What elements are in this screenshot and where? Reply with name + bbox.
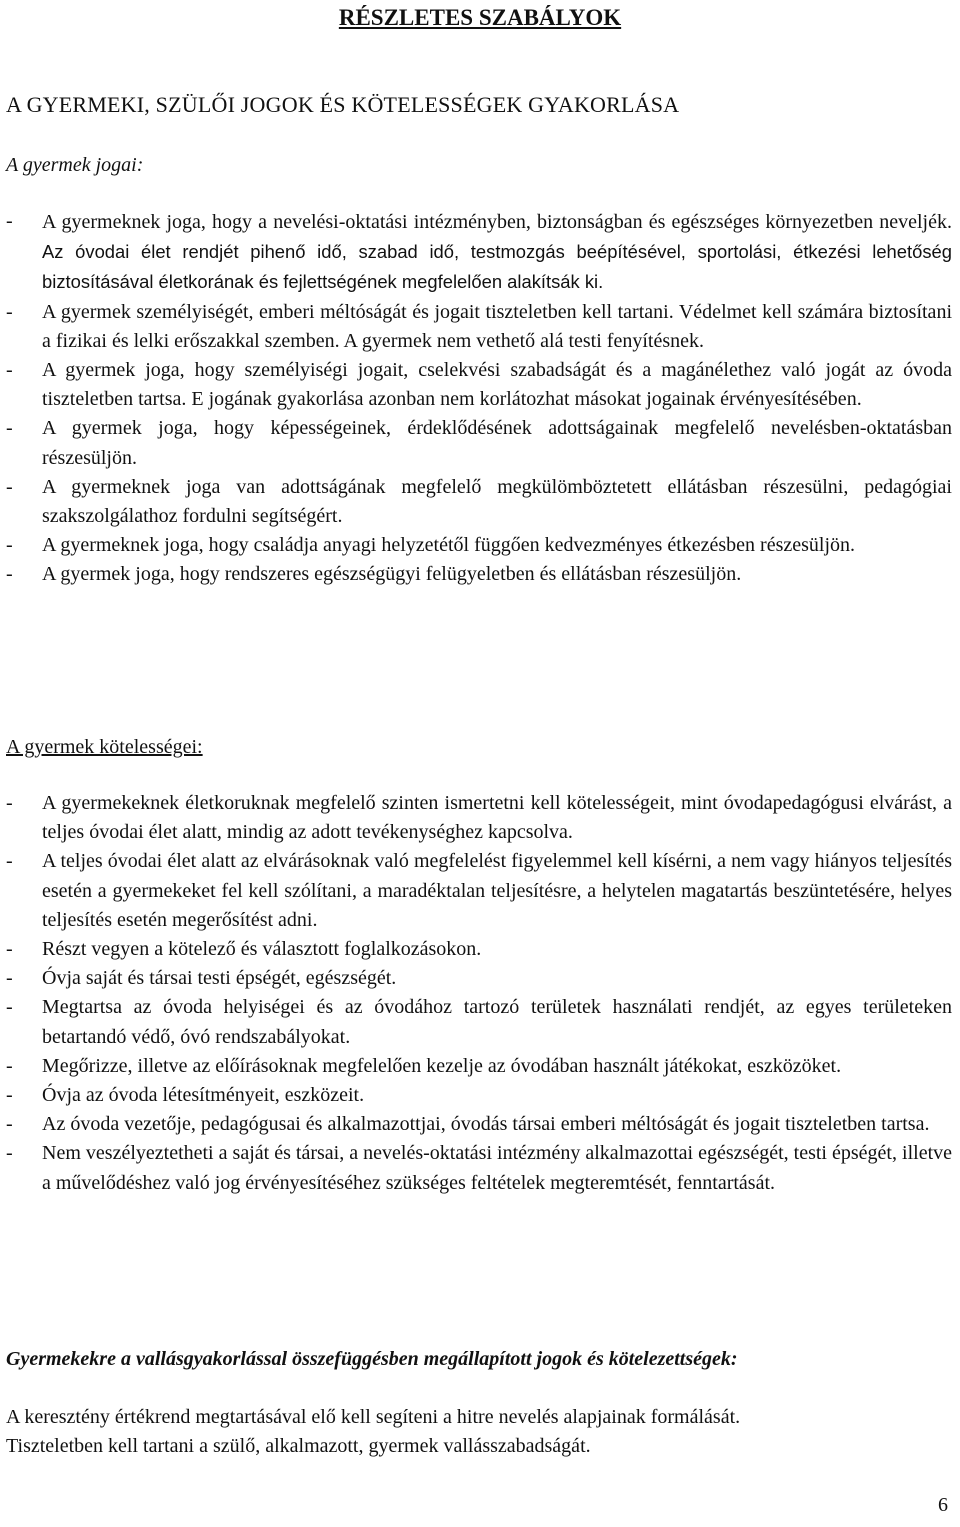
- bullet-dash: -: [6, 1054, 13, 1077]
- list-item: [6, 1110, 952, 1139]
- list-item-text: A gyermek joga, hogy képességeinek, érdeklődésének adottságainak megfelelő nevelésben-oktatásban részesüljön.: [42, 417, 952, 469]
- list-item: [6, 414, 952, 472]
- bullet-dash: -: [6, 210, 13, 232]
- rights-list: [6, 207, 952, 590]
- list-item-text: A gyermek joga, hogy rendszeres egészségügyi felügyeletben és ellátásban részesüljön.: [42, 563, 742, 586]
- bullet-dash: -: [6, 417, 13, 440]
- bullet-dash: -: [6, 359, 13, 382]
- bullet-dash: -: [6, 1113, 13, 1136]
- religion-paragraph: [6, 1403, 952, 1461]
- list-item-text: A gyermeknek joga, hogy családja anyagi helyzetétől függően kedvezményes étkezésben részesüljön.: [42, 534, 856, 557]
- page-title: RÉSZLETES SZABÁLYOK: [338, 5, 622, 30]
- list-item: [6, 964, 952, 993]
- list-item-text: A gyermek személyiségét, emberi méltóságát és jogait tiszteletben kell tartani. Védelmet kell számára biztosítani a fizikai és lelki erőszakkal szemben. A gyermek nem vethető alá testi fenyítésnek.: [42, 300, 952, 352]
- list-item-text: Az óvoda vezetője, pedagógusai és alkalmazottjai, óvodás társai emberi méltóságát és jogait tiszteletben tartsa.: [42, 1113, 930, 1136]
- list-item: [6, 531, 952, 560]
- section-heading: A GYERMEKI, SZÜLŐI JOGOK ÉS KÖTELESSÉGEK GYAKORLÁSA: [6, 92, 680, 117]
- list-item-text: A gyermeknek joga van adottságának megfelelő megkülömböztetett ellátásban részesülni, pedagógiai szakszolgálathoz fordulni segítségért.: [42, 475, 952, 528]
- bullet-dash: -: [6, 563, 13, 586]
- religion-line: A keresztény értékrend megtartásával elő kell segíteni a hitre nevelés alapjainak formálását.: [6, 1406, 741, 1428]
- list-item: [6, 847, 952, 935]
- list-item: [6, 1052, 952, 1081]
- page-number: 6: [938, 1494, 948, 1516]
- bullet-dash: -: [6, 850, 13, 873]
- bullet-dash: -: [6, 1084, 13, 1107]
- duties-list: [6, 789, 952, 1198]
- list-item-text: A gyermek joga, hogy személyiségi jogait, cselekvési szabadságát és a magánélethez való jogát az óvoda tiszteletben tartsa. E jogának gyakorlása azonban nem korlátozhat másokat jogainak érvényesítésében.: [42, 359, 952, 411]
- duties-heading: A gyermek kötelességei:: [6, 736, 203, 758]
- bullet-dash: -: [6, 1142, 13, 1165]
- list-item-text: Részt vegyen a kötelező és választott foglalkozásokon.: [42, 938, 482, 961]
- list-item-text: Óvja az óvoda létesítményeit, eszközeit.: [42, 1084, 365, 1107]
- list-item: [6, 207, 952, 298]
- list-item-text: A gyermeknek joga, hogy a nevelési-oktatási intézményben, biztonságban és egészséges környezetben neveljék.: [42, 211, 952, 233]
- list-item: [6, 789, 952, 847]
- list-item: [6, 935, 952, 964]
- list-item-text: Nem veszélyeztetheti a saját és társai, a nevelés-oktatási intézmény alkalmazottai egészségét, testi épségét, illetve a művelődéshez való jog érvényesítéséhez szükséges feltételek megteremtését, fenntartását.: [42, 1142, 952, 1194]
- list-item-text: Megőrizze, illetve az előírásoknak megfelelően kezelje az óvodában használt játékokat, eszközöket.: [42, 1054, 842, 1077]
- list-item: [6, 993, 952, 1051]
- list-item: [6, 298, 952, 356]
- list-item: [6, 473, 952, 531]
- list-item-text: A gyermekeknek életkoruknak megfelelő szinten ismertetni kell kötelességeit, mint óvodapedagógusi elvárást, a teljes óvodai élet alatt, mindig az adott tevékenységhez kapcsolva.: [42, 792, 952, 844]
- list-item: [6, 1139, 952, 1197]
- list-item-text: Óvja saját és társai testi épségét, egészségét.: [42, 967, 397, 990]
- bullet-dash: -: [6, 792, 13, 814]
- bullet-dash: -: [6, 996, 13, 1019]
- list-item: [6, 560, 952, 589]
- bullet-dash: -: [6, 967, 13, 990]
- bullet-dash: -: [6, 475, 13, 498]
- religion-heading: Gyermekekre a vallásgyakorlással összefüggésben megállapított jogok és kötelezettségek:: [6, 1348, 738, 1370]
- list-item: [6, 356, 952, 414]
- list-item-text: Megtartsa az óvoda helyiségei és az óvodához tartozó területek használati rendjét, az egyes területeken betartandó védő, óvó rendszabályokat.: [42, 996, 952, 1048]
- bullet-dash: -: [6, 938, 13, 961]
- list-item-text: A teljes óvodai élet alatt az elvárásoknak való megfelelést figyelemmel kell kísérni, a nem vagy hiányos teljesítés esetén a gyermekeket fel kell szólítani, a maradéktalan teljesítésre, a helytelen magatartás beszüntetésére, helyes teljesítés esetén megerősítést adni.: [42, 850, 952, 931]
- religion-line: Tiszteletben kell tartani a szülő, alkalmazott, gyermek vallásszabadságát.: [6, 1435, 591, 1457]
- list-item-text: Az óvodai élet rendjét pihenő idő, szabad idő, testmozgás beépítésével, sportolási, étkezési lehetőség biztosításával életkorának és fejlettségének megfelelően alakítsák ki.: [42, 241, 952, 293]
- bullet-dash: -: [6, 300, 13, 323]
- list-item: [6, 1081, 952, 1110]
- bullet-dash: -: [6, 534, 13, 557]
- rights-heading: A gyermek jogai:: [6, 154, 144, 176]
